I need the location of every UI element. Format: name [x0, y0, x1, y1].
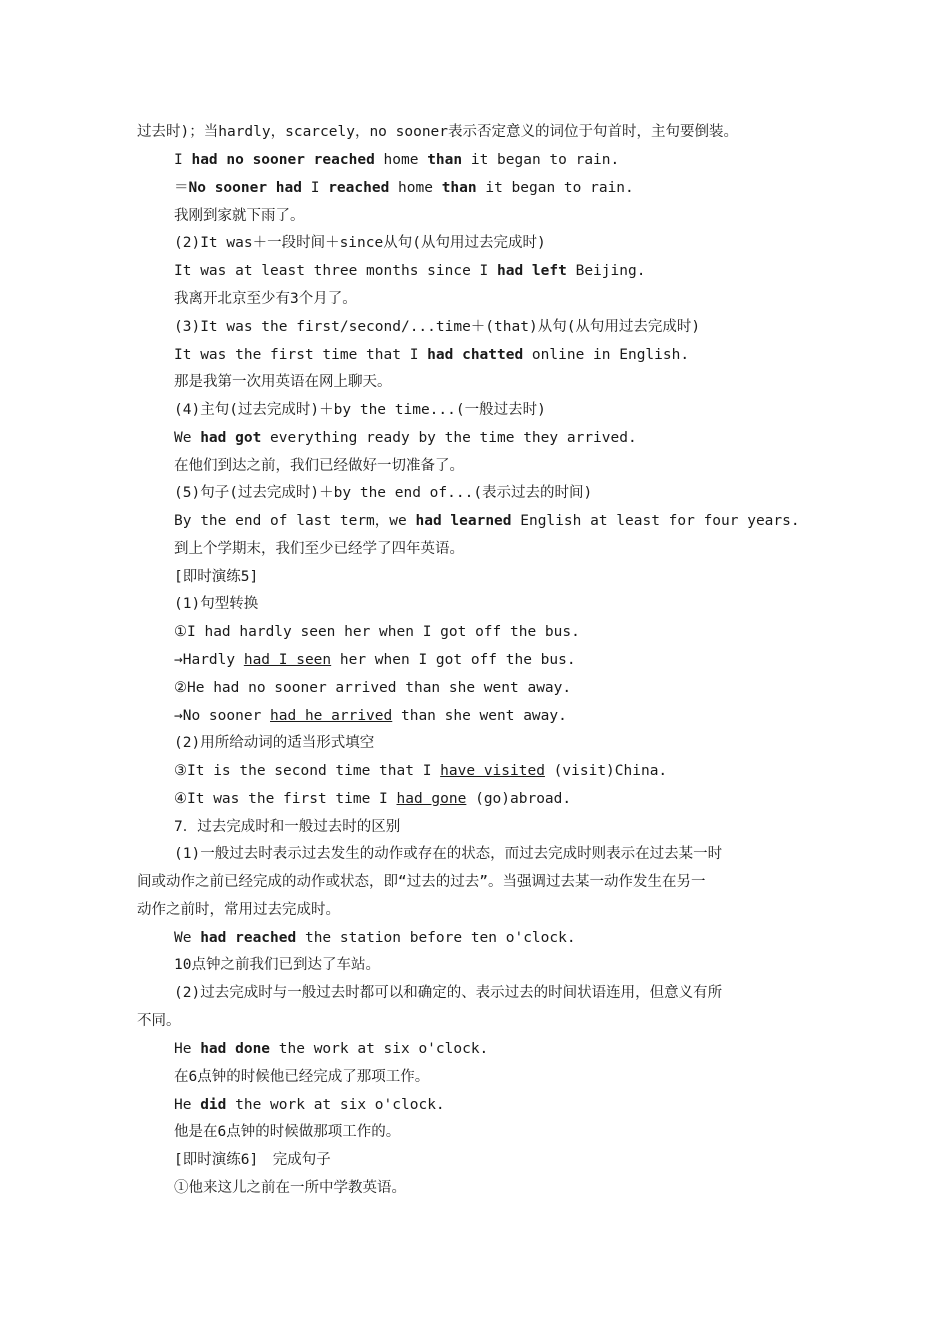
- paragraph-line: 间或动作之前已经完成的动作或状态，即“过去的过去”。当强调过去某一动作发生在另一: [137, 874, 706, 890]
- translation: 我离开北京至少有3个月了。: [174, 291, 357, 307]
- example-sentence: He had done the work at six o'clock.: [174, 1041, 489, 1057]
- translation: 我刚到家就下雨了。: [174, 208, 305, 224]
- translation: 10点钟之前我们已到达了车站。: [174, 957, 380, 973]
- exercise-item: ①他来这儿之前在一所中学教英语。: [174, 1180, 406, 1196]
- text-line: 过去时)；当hardly，scarcely，no sooner表示否定意义的词位于句首时，主句要倒装。: [137, 124, 739, 140]
- exercise-answer: ③It is the second time that I have visited (visit)China.: [174, 763, 668, 779]
- example-sentence: We had got everything ready by the time they arrived.: [174, 430, 637, 446]
- exercise-heading: [即时演练5]: [174, 569, 259, 585]
- example-sentence: He did the work at six o'clock.: [174, 1097, 445, 1113]
- exercise-heading: [即时演练6] 完成句子: [174, 1152, 331, 1168]
- exercise-subheading: (2)用所给动词的适当形式填空: [174, 735, 375, 751]
- exercise-answer: ④It was the first time I had gone (go)abroad.: [174, 791, 572, 807]
- rule-heading: (5)句子(过去完成时)＋by the end of...(表示过去的时间): [174, 485, 593, 501]
- example-sentence: It was the first time that I had chatted online in English.: [174, 347, 690, 363]
- exercise-answer: →Hardly had I seen her when I got off the bus.: [174, 652, 576, 668]
- rule-heading: (2)It was＋一段时间＋since从句(从句用过去完成时): [174, 235, 546, 251]
- translation: 他是在6点钟的时候做那项工作的。: [174, 1124, 401, 1140]
- paragraph-line: 不同。: [137, 1013, 181, 1029]
- section-heading: 7．过去完成时和一般过去时的区别: [174, 819, 401, 835]
- paragraph-line: (1)一般过去时表示过去发生的动作或存在的状态，而过去完成时则表示在过去某一时: [174, 846, 723, 862]
- translation: 那是我第一次用英语在网上聊天。: [174, 374, 392, 390]
- rule-heading: (3)It was the first/second/...time＋(that)从句(从句用过去完成时): [174, 319, 701, 335]
- paragraph-line: 动作之前时，常用过去完成时。: [137, 902, 340, 918]
- example-sentence: I had no sooner reached home than it began to rain.: [174, 152, 620, 168]
- exercise-item: ②He had no sooner arrived than she went away.: [174, 680, 572, 696]
- rule-heading: (4)主句(过去完成时)＋by the time...(一般过去时): [174, 402, 546, 418]
- paragraph-line: (2)过去完成时与一般过去时都可以和确定的、表示过去的时间状语连用，但意义有所: [174, 985, 723, 1001]
- exercise-item: ①I had hardly seen her when I got off the bus.: [174, 624, 580, 640]
- translation: 到上个学期末，我们至少已经学了四年英语。: [174, 541, 464, 557]
- exercise-answer: →No sooner had he arrived than she went away.: [174, 708, 567, 724]
- translation: 在6点钟的时候他已经完成了那项工作。: [174, 1069, 430, 1085]
- example-sentence: By the end of last term，we had learned English at least for four years.: [174, 513, 800, 529]
- example-sentence: We had reached the station before ten o'clock.: [174, 930, 576, 946]
- translation: 在他们到达之前，我们已经做好一切准备了。: [174, 458, 464, 474]
- example-sentence: ＝No sooner had I reached home than it began to rain.: [174, 180, 634, 196]
- exercise-subheading: (1)句型转换: [174, 596, 259, 612]
- example-sentence: It was at least three months since I had left Beijing.: [174, 263, 646, 279]
